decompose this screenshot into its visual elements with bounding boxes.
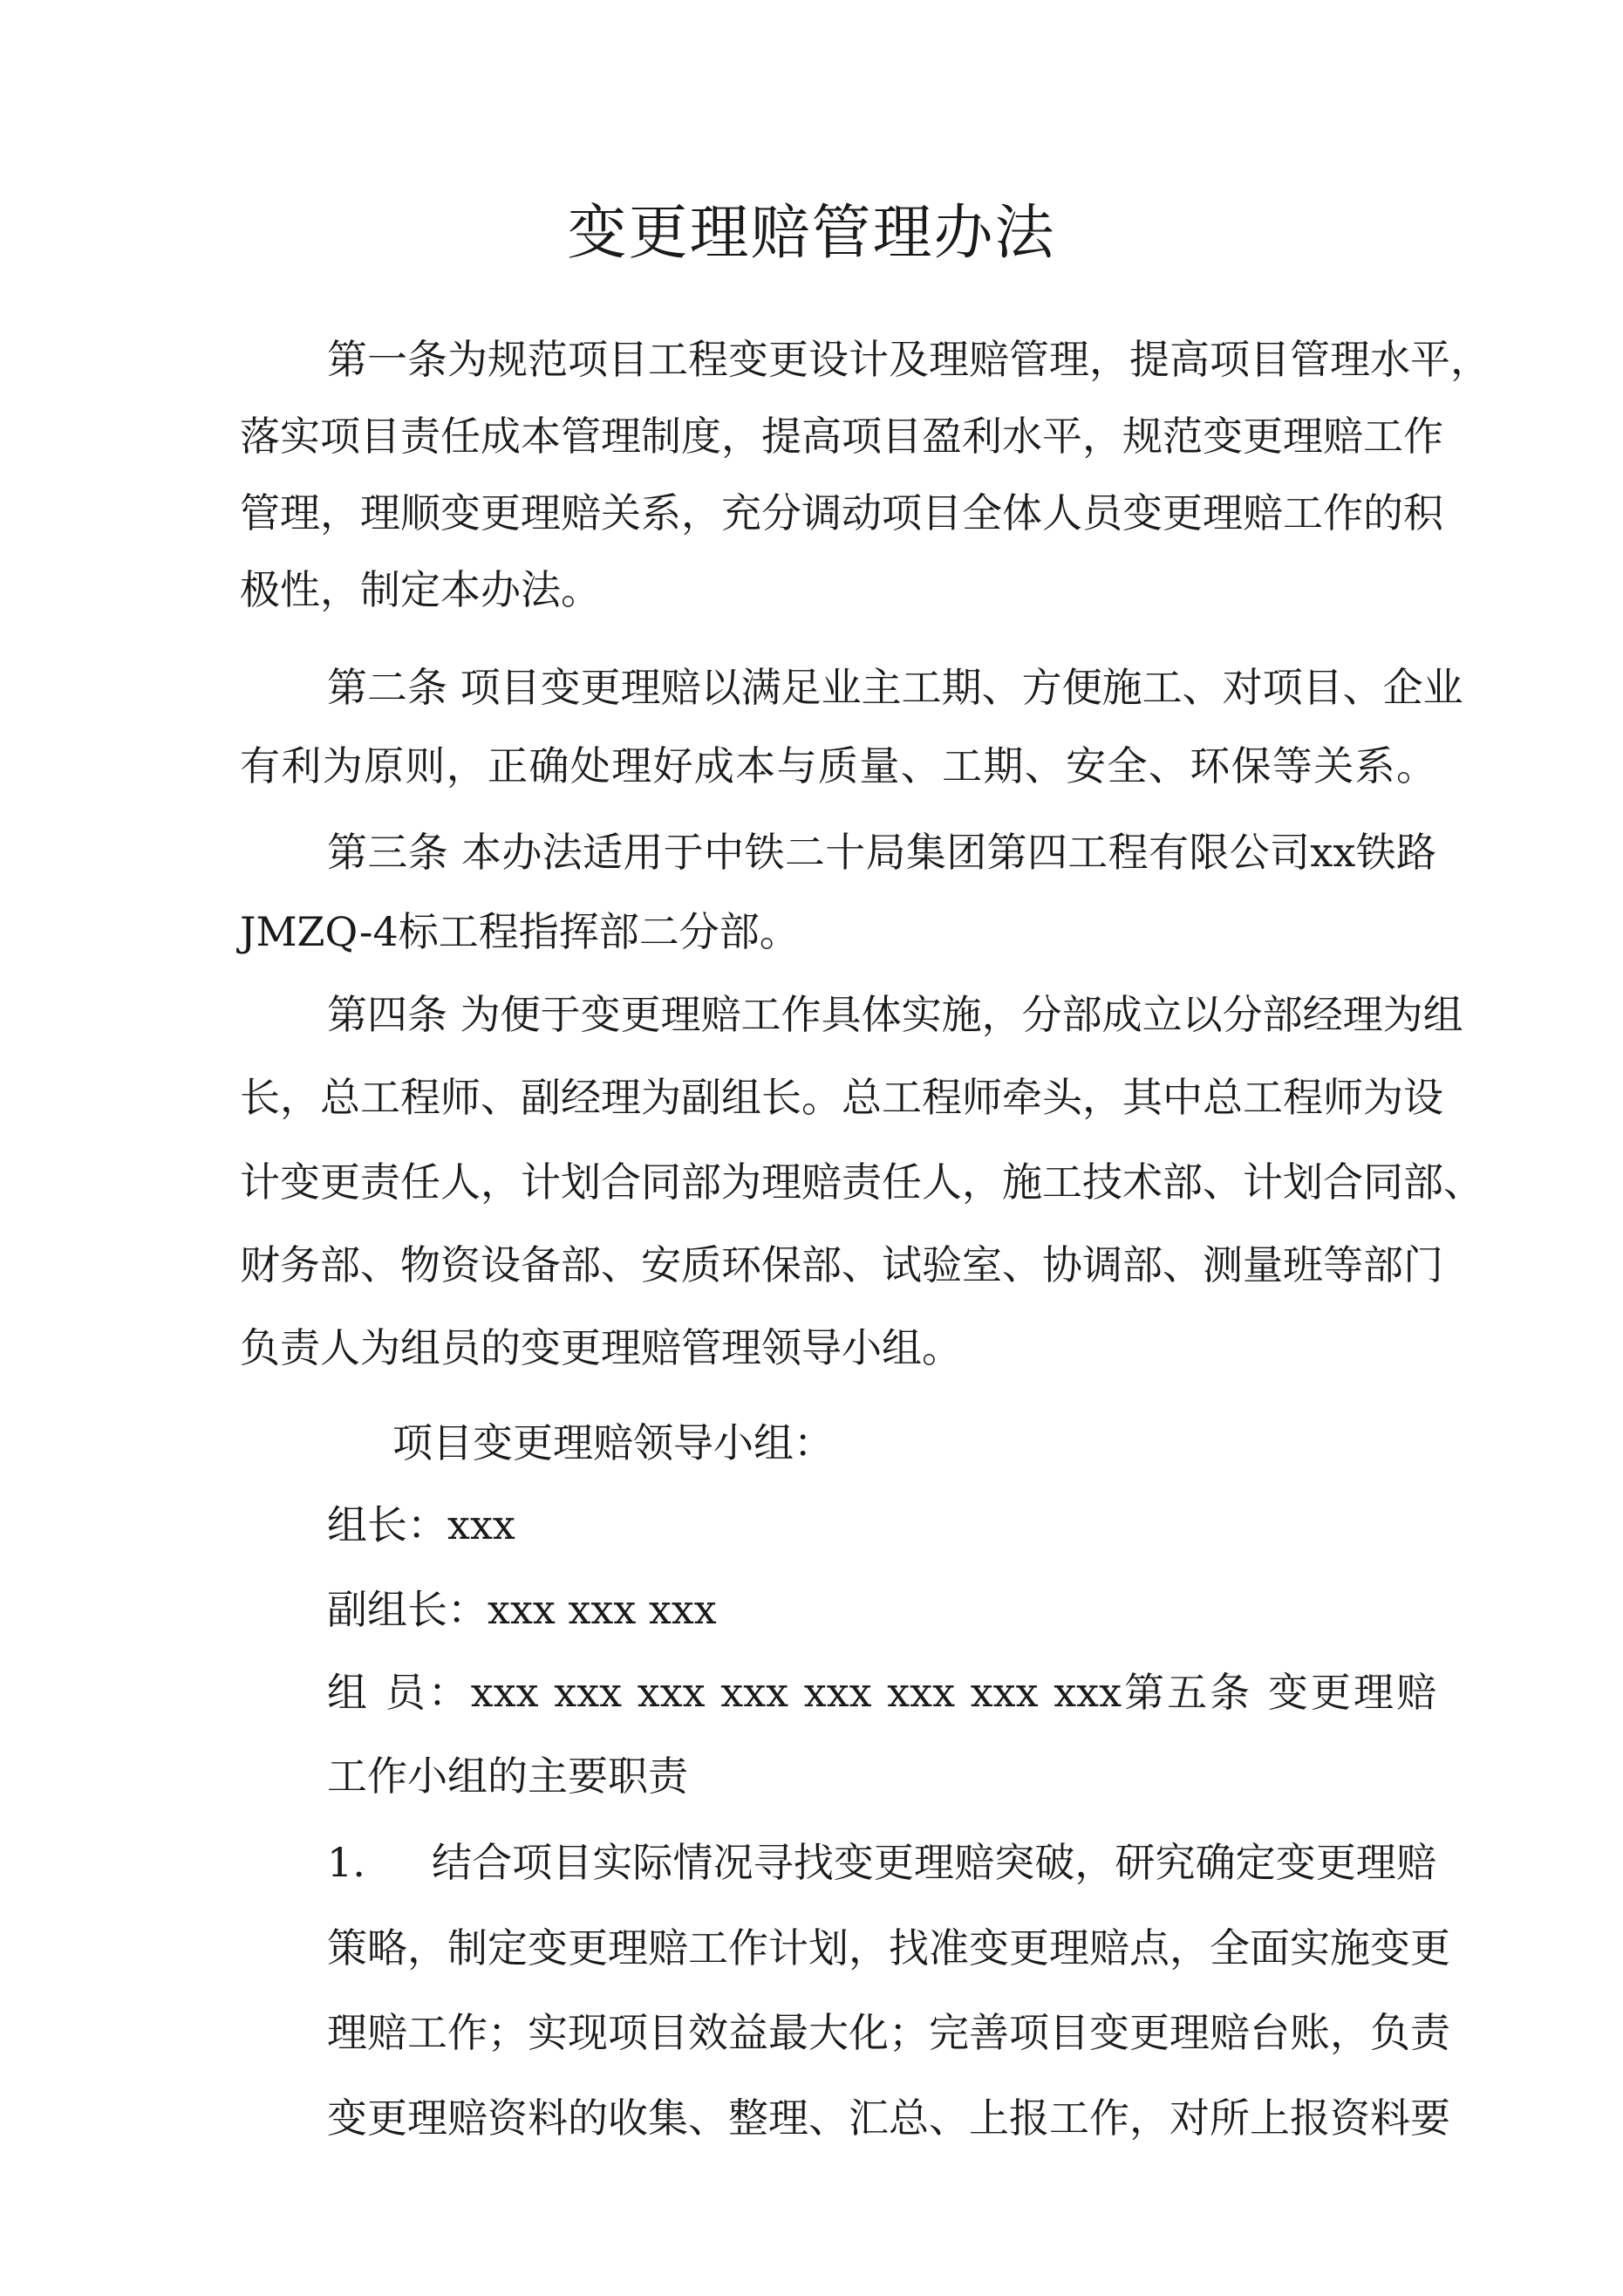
article-2-line-1: 第二条 项目变更理赔以满足业主工期、方便施工、对项目、企业 <box>327 664 1463 711</box>
group-leader: 组长：xxx <box>327 1501 515 1548</box>
leadership-group-heading: 项目变更理赔领导小组： <box>392 1419 834 1466</box>
article-3-line-1: 第三条 本办法适用于中铁二十局集团第四工程有限公司xx铁路 <box>327 829 1436 876</box>
article-1-line-4: 极性，制定本办法。 <box>240 566 601 613</box>
article-2-line-2: 有利为原则，正确处理好成本与质量、工期、安全、环保等关系。 <box>240 742 1436 789</box>
item-1-number: 1. <box>327 1839 365 1886</box>
deputy-group-leader: 副组长：xxx xxx xxx <box>327 1586 717 1633</box>
article-4-line-1: 第四条 为便于变更理赔工作具体实施，分部成立以分部经理为组 <box>327 991 1463 1038</box>
article-1-line-3: 管理，理顺变更理赔关系，充分调动项目全体人员变更理赔工作的积 <box>240 489 1443 536</box>
item-1-line-3: 理赔工作；实现项目效益最大化；完善项目变更理赔台账，负责 <box>327 2009 1450 2056</box>
item-1-line-2: 策略，制定变更理赔工作计划，找准变更理赔点，全面实施变更 <box>327 1924 1450 1971</box>
article-5-line-2: 工作小组的主要职责 <box>327 1753 688 1800</box>
item-1-line-1: 结合项目实际情况寻找变更理赔突破，研究确定变更理赔 <box>432 1839 1436 1886</box>
item-1-line-4: 变更理赔资料的收集、整理、汇总、上报工作，对所上报资料要 <box>327 2094 1450 2142</box>
article-1-line-2: 落实项目责任成本管理制度，提高项目盈利水平，规范变更理赔工作 <box>240 413 1443 460</box>
document-title: 变更理赔管理办法 <box>567 199 1056 268</box>
article-4-line-4: 财务部、物资设备部、安质环保部、试验室、协调部、测量班等部门 <box>240 1241 1443 1288</box>
article-3-line-2: JMZQ-4标工程指挥部二分部。 <box>240 908 800 955</box>
group-members-and-article-5: 组 员：xxx xxx xxx xxx xxx xxx xxx xxx第五条 变更理赔 <box>327 1669 1436 1716</box>
article-4-line-2: 长，总工程师、副经理为副组长。总工程师牵头，其中总工程师为设 <box>240 1074 1443 1121</box>
article-4-line-5: 负责人为组员的变更理赔管理领导小组。 <box>240 1324 962 1371</box>
article-1-line-1: 第一条为规范项目工程变更设计及理赔管理，提高项目管理水平， <box>327 336 1490 383</box>
article-4-line-3: 计变更责任人，计划合同部为理赔责任人，施工技术部、计划合同部、 <box>240 1158 1483 1206</box>
